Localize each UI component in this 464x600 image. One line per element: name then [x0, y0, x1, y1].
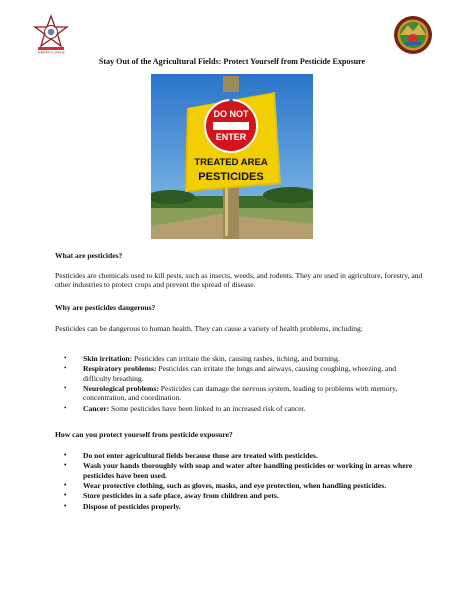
sign-line2: ENTER: [215, 132, 247, 142]
list-item: • Wash your hands thoroughly with soap and water after handling pesticides or working in areas where pesticides have been used.: [64, 461, 413, 480]
heading-why-dangerous: Why are pesticides dangerous?: [55, 303, 156, 312]
paragraph-what-are-pesticides: Pesticides are chemicals used to kill pests, such as insects, weeds, and rodents. They are used in agriculture, forestry, and other industries to protect crops and prevent the spread of disease.: [55, 271, 423, 290]
heading-what-are-pesticides: What are pesticides?: [55, 251, 123, 260]
round-emblem-logo: [393, 15, 433, 55]
list-item: • Do not enter agricultural fields because those are treated with pesticides.: [64, 451, 318, 460]
logo-left-text: SHERIFF'S OFFICE: [37, 50, 65, 54]
sheriff-badge-logo: [30, 14, 72, 54]
list-item: • Cancer: Some pesticides have been linked to an increased risk of cancer.: [64, 403, 306, 413]
health-problems-list: [55, 354, 425, 414]
protection-tips-list: [55, 451, 425, 512]
paragraph-why-dangerous: Pesticides can be dangerous to human health. They can cause a variety of health problems, including:: [55, 324, 363, 333]
list-item: • Neurological problems: Pesticides can damage the nervous system, leading to problems with memory, concentration, and coordination.: [64, 383, 398, 403]
sign-line3: TREATED AREA: [194, 157, 268, 168]
list-item: • Skin irritation: Pesticides can irritate the skin, causing rashes, itching, and burning.: [64, 354, 340, 363]
heading-how-protect: How can you protect yourself from pesticide exposure?: [55, 430, 233, 439]
document-title: Stay Out of the Agricultural Fields: Protect Yourself from Pesticide Exposure: [98, 57, 366, 66]
list-item: • Store pesticides in a safe place, away from children and pets.: [64, 491, 279, 501]
sign-line1: DO NOT: [213, 109, 249, 119]
pesticide-sign-photo: [151, 74, 313, 239]
list-item: • Dispose of pesticides properly.: [64, 501, 181, 511]
list-item: • Wear protective clothing, such as gloves, masks, and eye protection, when handling pesticides.: [64, 480, 387, 490]
list-item: • Respiratory problems: Pesticides can irritate the lungs and airways, causing coughing, wheezing, and difficulty breathing.: [64, 364, 397, 383]
sign-line4: PESTICIDES: [198, 171, 264, 183]
